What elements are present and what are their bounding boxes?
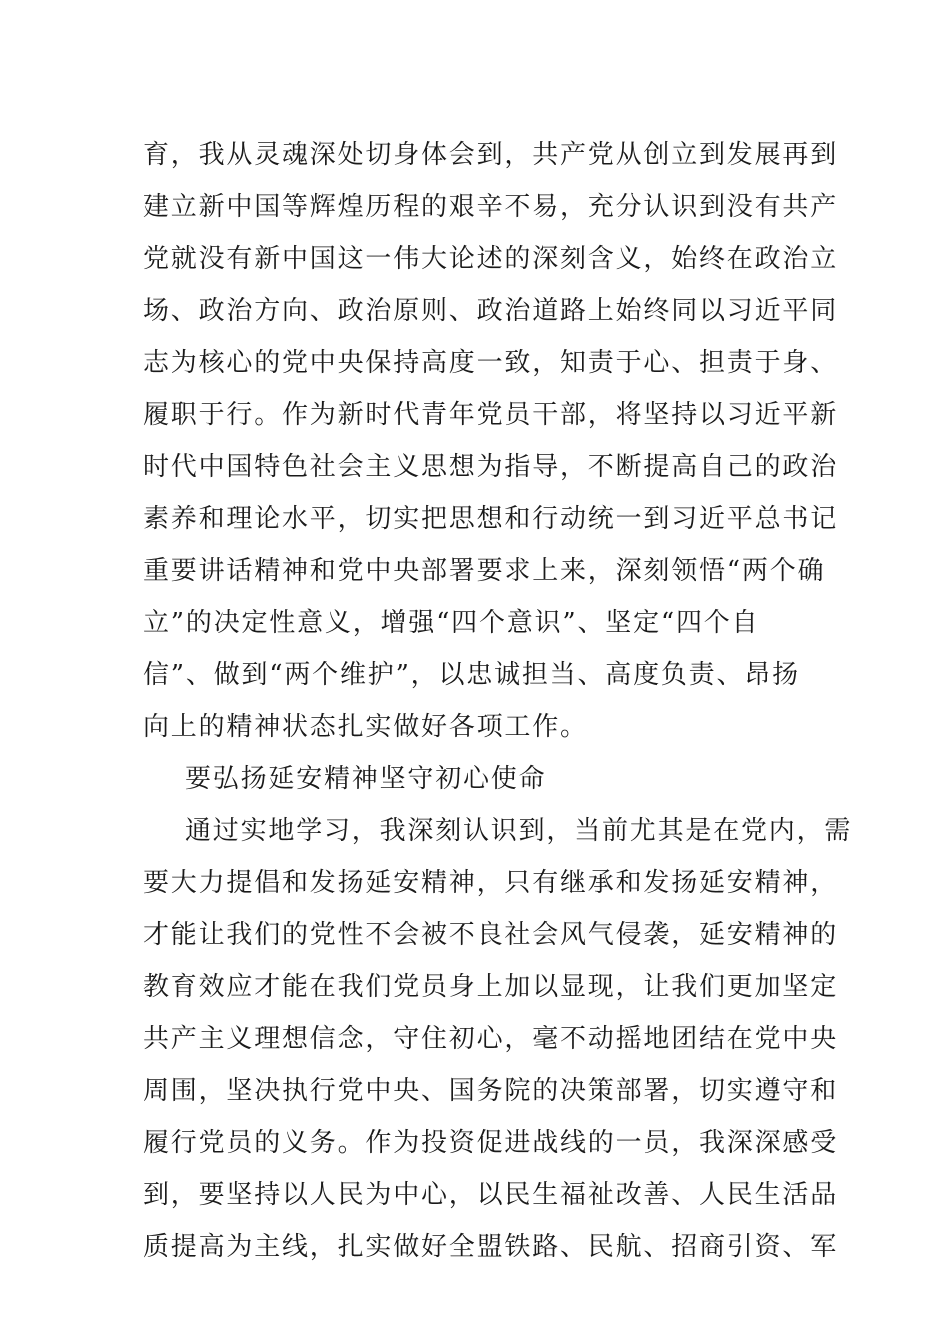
text-line: 要大力提倡和发扬延安精神，只有继承和发扬延安精神， — [143, 868, 839, 898]
text-line: 场、政治方向、政治原则、政治道路上始终同以习近平同 — [143, 296, 839, 326]
text-line: 时代中国特色社会主义思想为指导，不断提高自己的政治 — [143, 452, 839, 482]
text-line: 周围，坚决执行党中央、国务院的决策部署，切实遵守和 — [143, 1076, 839, 1106]
text-line: 质提高为主线，扎实做好全盟铁路、民航、招商引资、军 — [143, 1232, 839, 1262]
text-line: 重要讲话精神和党中央部署要求上来，深刻领悟“两个确 — [143, 556, 826, 586]
text-line: 履行党员的义务。作为投资促进战线的一员，我深深感受 — [143, 1128, 839, 1158]
text-line: 通过实地学习，我深刻认识到，当前尤其是在党内，需 — [185, 816, 853, 846]
text-line: 教育效应才能在我们党员身上加以显现，让我们更加坚定 — [143, 972, 839, 1002]
text-line: 建立新中国等辉煌历程的艰辛不易，充分认识到没有共产 — [143, 192, 839, 222]
text-line: 向上的精神状态扎实做好各项工作。 — [143, 712, 588, 742]
text-line: 志为核心的党中央保持高度一致，知责于心、担责于身、 — [143, 348, 839, 378]
text-line: 素养和理论水平，切实把思想和行动统一到习近平总书记 — [143, 504, 839, 534]
text-line: 才能让我们的党性不会被不良社会风气侵袭，延安精神的 — [143, 920, 839, 950]
section-heading: 要弘扬延安精神坚守初心使命 — [185, 764, 547, 794]
text-line: 共产主义理想信念，守住初心，毫不动摇地团结在党中央 — [143, 1024, 839, 1054]
text-line: 党就没有新中国这一伟大论述的深刻含义，始终在政治立 — [143, 244, 839, 274]
text-line: 立”的决定性意义，增强“四个意识”、坚定“四个自 — [143, 608, 760, 638]
text-line: 信”、做到“两个维护”，以忠诚担当、高度负责、昂扬 — [143, 660, 800, 690]
text-line: 育，我从灵魂深处切身体会到，共产党从创立到发展再到 — [143, 140, 839, 170]
text-line: 到，要坚持以人民为中心，以民生福祉改善、人民生活品 — [143, 1180, 839, 1210]
text-line: 履职于行。作为新时代青年党员干部，将坚持以习近平新 — [143, 400, 839, 430]
